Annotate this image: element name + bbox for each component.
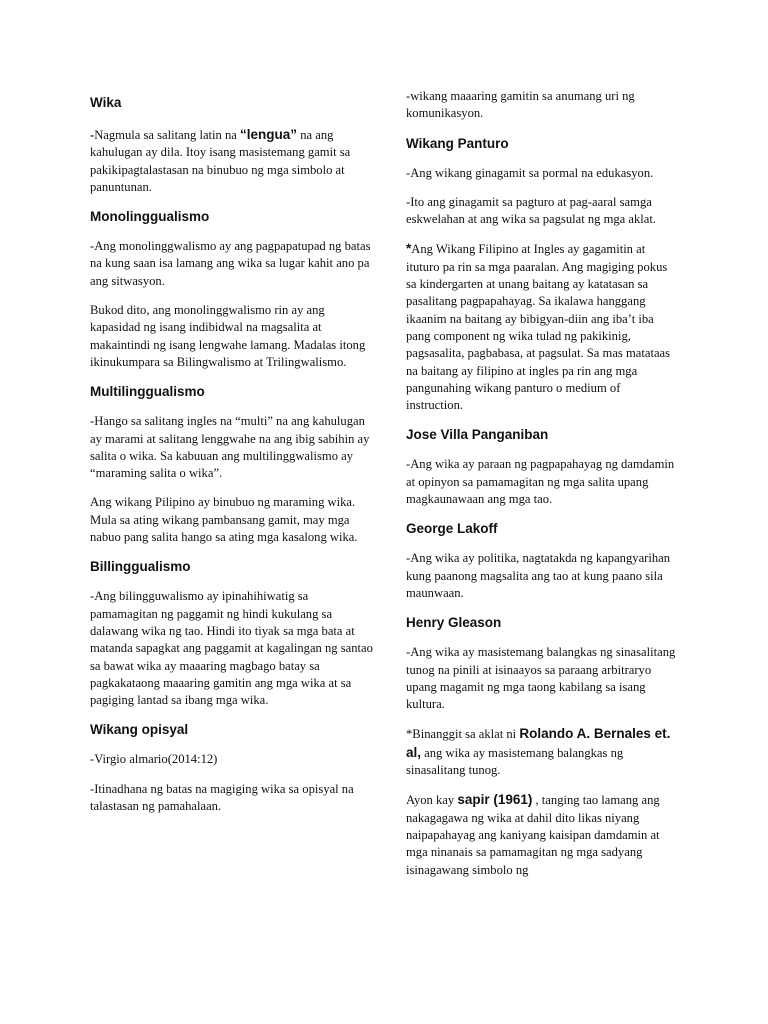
heading-multilinggualismo: Multilinggualismo — [90, 384, 205, 400]
bold-bernales: Rolando A. Bernales et. al, — [406, 726, 671, 760]
paragraph-panturo-1: -Ang wikang ginagamit sa pormal na edukasyon. — [406, 165, 654, 180]
bold-lengua: “lengua” — [240, 127, 298, 142]
paragraph-opis-1: -Virgio almario(2014:12) — [90, 752, 218, 767]
asterisk: * — [406, 241, 412, 257]
paragraph-george: -Ang wika ay politika, nagtatakda ng kapangyarihan kung paanong magsalita ang tao at kung paano sila maunwaan. — [406, 551, 671, 600]
paragraph-panturo-3: *Ang Wikang Filipino at Ingles ay gagamitin at ituturo pa rin sa mga paaralan. Ang magiging pokus sa kindergarten at unang baitang ay katatasan sa pasalitang pagpapahayag. Sa ikalawa hanggang ikaanim na baitang ay bibigyan-diin ang iba’t iba pang component ng wika tulad ng pakikinig, pagsasalita, pagbabasa, at pagsulat. Sa mas matataas na baitang ay filipino at ingles pa rin ang mga pangunahing wikang panturo o medium of instruction. — [406, 241, 671, 413]
paragraph-continued: -wikang maaaring gamitin sa anumang uri ng komunikasyon. — [406, 89, 635, 121]
paragraph-sapir: Ayon kay sapir (1961) , tanging tao lamang ang nakagagawa ng wika at dahil dito likas niyang naipapahayag ang kaniyang kaisipan damdamin at mga ninanais sa pamamagitan ng mga sadyang isinagawang simbolo ng — [406, 792, 660, 877]
heading-wikang-panturo: Wikang Panturo — [406, 135, 509, 151]
bold-sapir: sapir (1961) — [457, 792, 533, 808]
heading-henry-gleason: Henry Gleason — [406, 615, 502, 631]
paragraph-bernales: *Binanggit sa aklat ni Rolando A. Bernales et. al, ang wika ay masistemang balangkas ng sinasalitang tunog. — [406, 726, 671, 778]
heading-billinggualismo: Billinggualismo — [90, 559, 191, 575]
paragraph-mono-2: Bukod dito, ang monolinggwalismo rin ay ang kapasidad ng isang indibidwal na magsalita at makaintindi ng isang lengwahe lamang. Madalas itong ikinukumpara sa Bilingwalismo at Trilingwalismo. — [90, 303, 366, 369]
heading-george-lakoff: George Lakoff — [406, 521, 498, 537]
paragraph-wika: -Nagmula sa salitang latin na “lengua” na ang kahulugan ay dila. Itoy isang masistemang gamit sa pakikipagtalastasan na binubuo ng mga simbolo at panuntunan. — [90, 127, 351, 194]
paragraph-bili-1: -Ang bilingguwalismo ay ipinahihiwatig sa pamamagitan ng paggamit ng hindi kukulang sa dalawang wika ng tao. Hindi ito tiyak sa mga bata at matanda sapagkat ang paggamit at kagalingan ng santao sa bawat wika ay maaaring magbago batay sa pagkakataong maaaring gamitin ang mga wika at sa pagiging lantad sa ibang mga wika. — [90, 589, 373, 708]
paragraph-panturo-2: -Ito ang ginagamit sa pagturo at pag-aaral samga eskwelahan at ang wika sa pagsulat ng mga aklat. — [406, 194, 657, 227]
heading-monolinggualismo: Monolinggualismo — [90, 209, 210, 225]
paragraph-multi-1: -Hango sa salitang ingles na “multi” na ang kahulugan ay marami at salitang lenggwahe na ang ibig sabihin ay salita o wika. Sa kabuuan ang multilinggwalismo ay “maraming salita o wika”. — [90, 414, 370, 481]
right-column — [406, 88, 678, 891]
paragraph-mono-1: -Ang monolinggwalismo ay ang pagpapatupad ng batas na kung saan isa lamang ang wika sa lugar kahit ano pa ang sitwasyon. — [90, 239, 371, 288]
paragraph-multi-2: Ang wikang Pilipino ay binubuo ng maraming wika. Mula sa ating wikang pambansang gamit, may mga nabuo pang salita hango sa ating mga kasalong wika. — [90, 495, 358, 545]
heading-jose-villa-panganiban: Jose Villa Panganiban — [406, 427, 549, 443]
heading-wikang-opisyal: Wikang opisyal — [90, 722, 189, 738]
paragraph-opis-2: -Itinadhana ng batas na magiging wika sa opisyal na talastasan ng pamahalaan. — [90, 781, 354, 814]
left-column — [90, 88, 378, 827]
paragraph-henry: -Ang wika ay masistemang balangkas ng sinasalitang tunog na pinili at isinaayos sa paraang arbitraryo upang magamit ng mga taong kabilang sa isang kultura. — [406, 645, 676, 712]
heading-wika: Wika — [90, 95, 122, 110]
paragraph-jose: -Ang wika ay paraan ng pagpapahayag ng damdamin at opinyon sa pamamagitan ng mga salita upang magkaunawaan ang mga tao. — [406, 457, 675, 507]
dash: - — [90, 128, 95, 142]
